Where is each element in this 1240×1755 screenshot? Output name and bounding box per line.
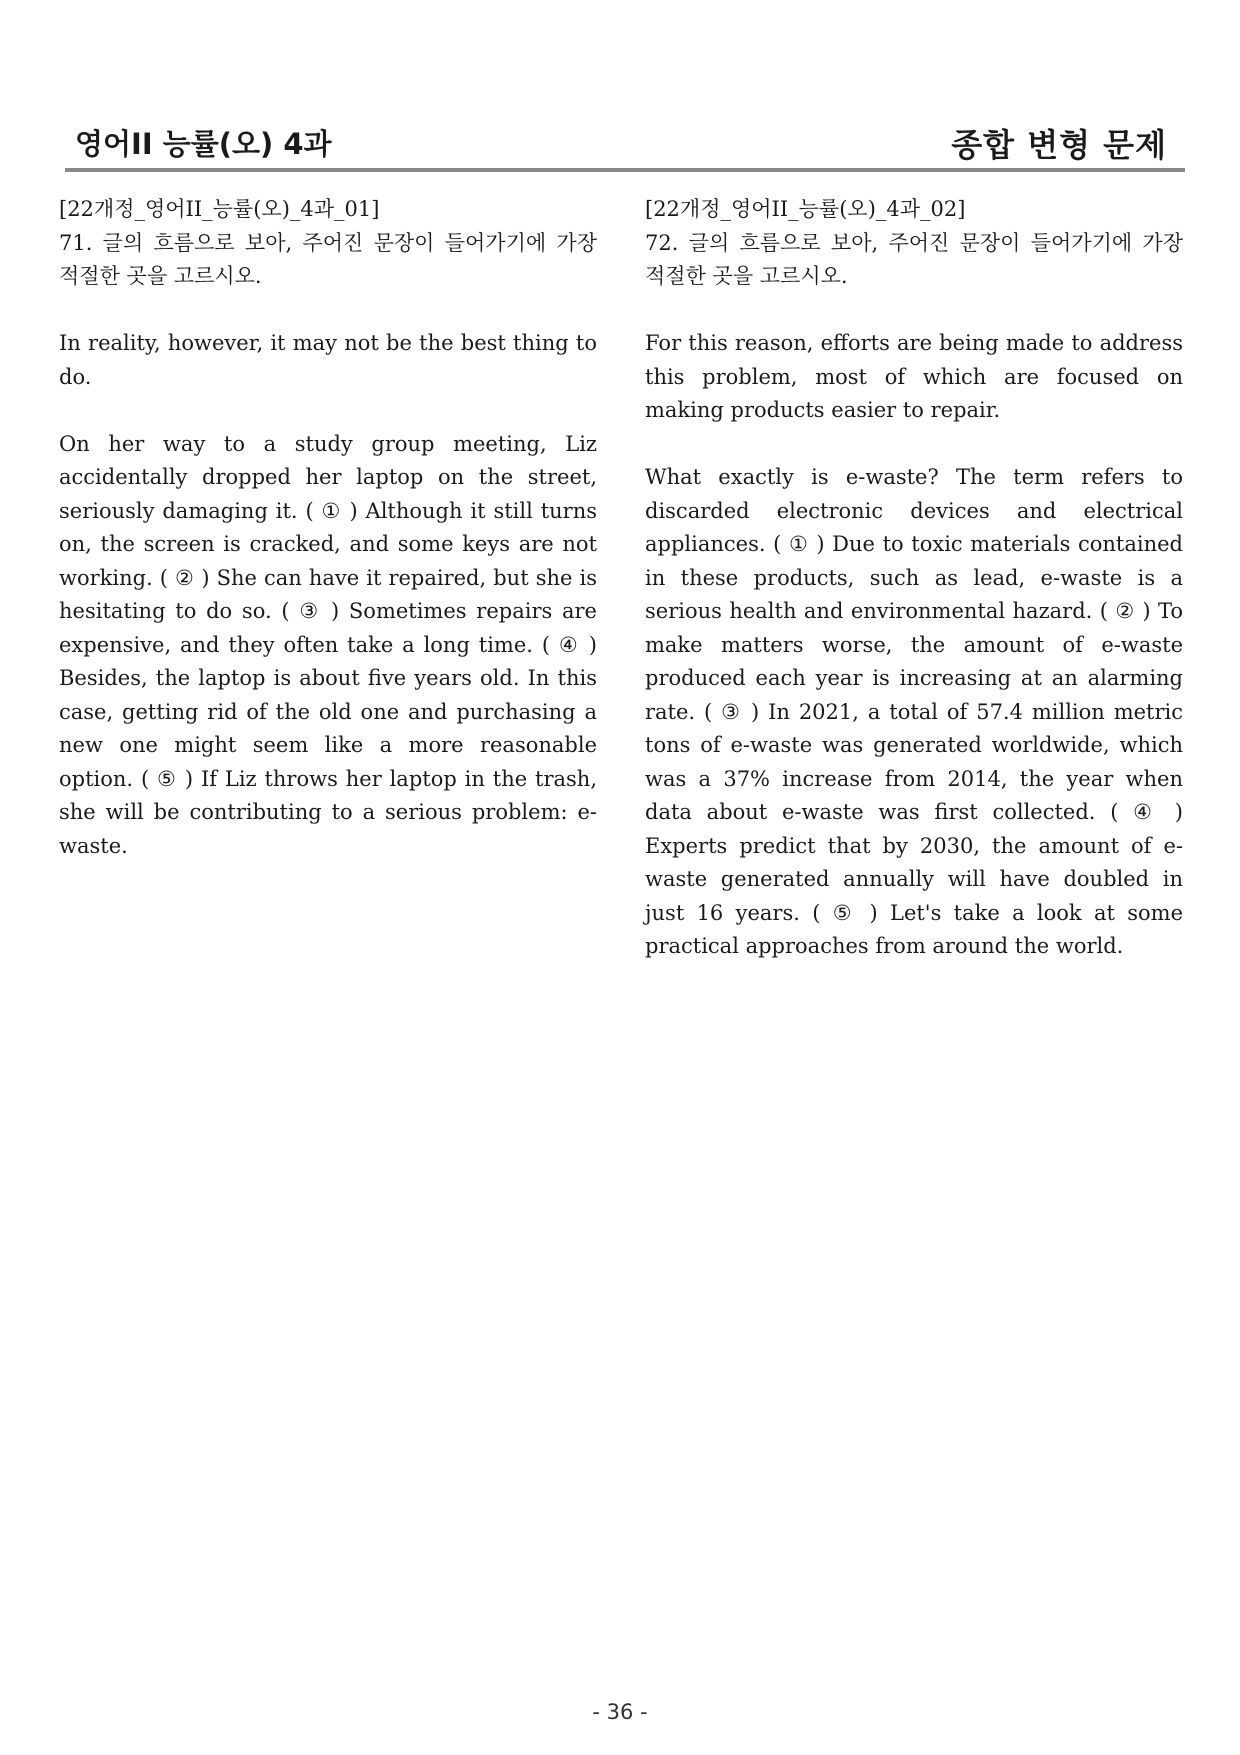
question-72 bbox=[645, 193, 1183, 964]
section-title: 종합 변형 문제 bbox=[951, 126, 1167, 164]
passage: On her way to a study group meeting, Liz accidentally dropped her laptop on the street, seriously damaging it. ( ① ) Although it still turns on, the screen is cracked, and some keys are not working. ( ② ) She can have it repaired, but she is hesitating to do so. ( ③ ) Sometimes repairs are expensive, and they often take a long time. ( ④ ) Besides, the laptop is about five years old. In this case, getting rid of the old one and purchasing a new one might seem like a more reasonable option. ( ⑤ ) If Liz throws her laptop in the trash, she will be contributing to a serious problem: e-waste. bbox=[59, 431, 597, 858]
question-prompt: 72. 글의 흐름으로 보아, 주어진 문장이 들어가기에 가장 적절한 곳을 고르시오. bbox=[645, 230, 1183, 288]
worksheet-title: 영어II 능률(오) 4과 bbox=[75, 127, 332, 161]
given-sentence: For this reason, efforts are being made to address this problem, most of which are focused on making products easier to repair. bbox=[645, 331, 1183, 422]
question-prompt: 71. 글의 흐름으로 보아, 주어진 문장이 들어가기에 가장 적절한 곳을 고르시오. bbox=[59, 230, 597, 288]
page-header bbox=[65, 118, 1185, 168]
header-divider bbox=[65, 168, 1185, 172]
question-code: [22개정_영어II_능률(오)_4과_01] bbox=[59, 197, 380, 221]
question-code: [22개정_영어II_능률(오)_4과_02] bbox=[645, 197, 966, 221]
passage: What exactly is e-waste? The term refers to discarded electronic devices and electrical appliances. ( ① ) Due to toxic materials contained in these products, such as lead, e-waste is a serious health and environmental hazard. ( ② ) To make matters worse, the amount of e-waste produced each year is increasing at an alarming rate. ( ③ ) In 2021, a total of 57.4 million metric tons of e-waste was generated worldwide, which was a 37% increase from 2014, the year when data about e-waste was first collected. ( ④ ) Experts predict that by 2030, the amount of e-waste generated annually will have doubled in just 16 years. ( ⑤ ) Let's take a look at some practical approaches from around the world. bbox=[645, 465, 1183, 958]
page-number: - 36 - bbox=[592, 1700, 648, 1724]
question-71 bbox=[59, 193, 597, 863]
given-sentence: In reality, however, it may not be the best thing to do. bbox=[59, 331, 597, 389]
